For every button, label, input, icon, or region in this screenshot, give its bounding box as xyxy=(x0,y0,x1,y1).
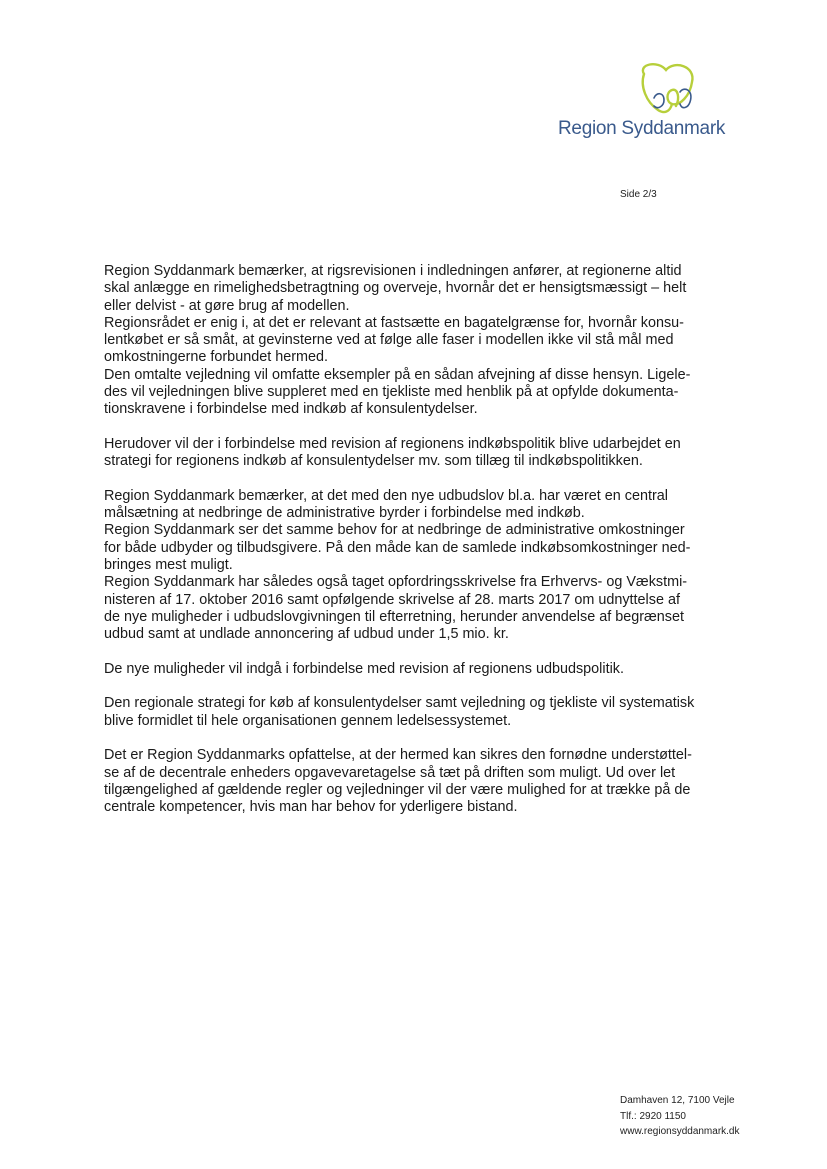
paragraph xyxy=(104,661,744,678)
text-line: omkostningerne forbundet hermed. xyxy=(104,349,328,366)
text-line: strategi for regionens indkøb af konsulentydelser mv. som tillæg til indkøbspolitikken. xyxy=(104,453,643,470)
paragraph xyxy=(104,488,744,644)
region-syddanmark-logo xyxy=(556,60,726,150)
text-line: bringes mest muligt. xyxy=(104,557,233,574)
letter-body xyxy=(104,263,744,834)
paragraph xyxy=(104,747,744,816)
text-line: blive formidlet til hele organisationen gennem ledelsessystemet. xyxy=(104,712,512,729)
text-line: Region Syddanmark bemærker, at det med den nye udbudslov bl.a. har været en central xyxy=(104,487,668,504)
text-line: tionskravene i forbindelse med indkøb af konsulentydelser. xyxy=(104,401,478,418)
text-line: centrale kompetencer, hvis man har behov for yderligere bistand. xyxy=(104,799,518,816)
text-line: nisteren af 17. oktober 2016 samt opfølgende skrivelse af 28. marts 2017 om udnyttelse af xyxy=(104,591,680,608)
text-line: eller delvist - at gøre brug af modellen. xyxy=(104,297,350,314)
paragraph xyxy=(104,436,744,471)
text-line: lentkøbet er så småt, at gevinsterne ved at følge alle faser i modellen ikke vil stå mål med xyxy=(104,332,674,349)
paragraph xyxy=(104,695,744,730)
text-line: målsætning at nedbringe de administrative byrder i forbindelse med indkøb. xyxy=(104,505,585,522)
text-line: Region Syddanmark har således også taget opfordringsskrivelse fra Erhvervs- og Vækstmi- xyxy=(104,574,688,591)
paragraph xyxy=(104,263,744,419)
text-line: Det er Region Syddanmarks opfattelse, at der hermed kan sikres den fornødne understøttel- xyxy=(104,747,692,764)
text-line: udbud samt at undlade annoncering af udbud under 1,5 mio. kr. xyxy=(104,626,509,643)
text-line: Den regionale strategi for køb af konsulentydelser samt vejledning og tjekliste vil systematisk xyxy=(104,695,695,712)
text-line: De nye muligheder vil indgå i forbindelse med revision af regionens udbudspolitik. xyxy=(104,660,624,677)
org-name: Region Syddanmark xyxy=(558,118,726,139)
text-line: Region Syddanmark bemærker, at rigsrevisionen i indledningen anfører, at regionerne altid xyxy=(104,263,682,279)
footer-contact xyxy=(620,1093,740,1140)
text-line: Herudover vil der i forbindelse med revision af regionens indkøbspolitik blive udarbejdet en xyxy=(104,435,681,452)
text-line: de nye muligheder i udbudslovgivningen til efterretning, herunder anvendelse af begrænset xyxy=(104,608,685,625)
text-line: Regionsrådet er enig i, at det er relevant at fastsætte en bagatelgrænse for, hvornår konsu- xyxy=(104,314,684,331)
footer-website: www.regionsyddanmark.dk xyxy=(620,1126,740,1137)
page-number: Side 2/3 xyxy=(620,189,657,200)
text-line: des vil vejledningen blive suppleret med en tjekliste med henblik på at opfylde dokumenta- xyxy=(104,384,679,401)
text-line: for både udbyder og tilbudsgivere. På den måde kan de samlede indkøbsomkostninger ned- xyxy=(104,539,691,556)
text-line: se af de decentrale enheders opgavevaretagelse så tæt på driften som muligt. Ud over let xyxy=(104,764,676,781)
footer-phone: Tlf.: 2920 1150 xyxy=(620,1110,686,1122)
text-line: skal anlægge en rimelighedsbetragtning og overveje, hvornår det er hensigtsmæssigt – helt xyxy=(104,280,687,297)
footer-address: Damhaven 12, 7100 Vejle xyxy=(620,1095,735,1106)
text-line: tilgængelighed af gældende regler og vejledninger vil der være mulighed for at trække på de xyxy=(104,781,691,798)
text-line: Region Syddanmark ser det samme behov for at nedbringe de administrative omkostninger xyxy=(104,522,685,539)
logo-leaf-icon xyxy=(636,62,700,122)
text-line: Den omtalte vejledning vil omfatte eksempler på en sådan afvejning af disse hensyn. Ligele- xyxy=(104,366,691,383)
